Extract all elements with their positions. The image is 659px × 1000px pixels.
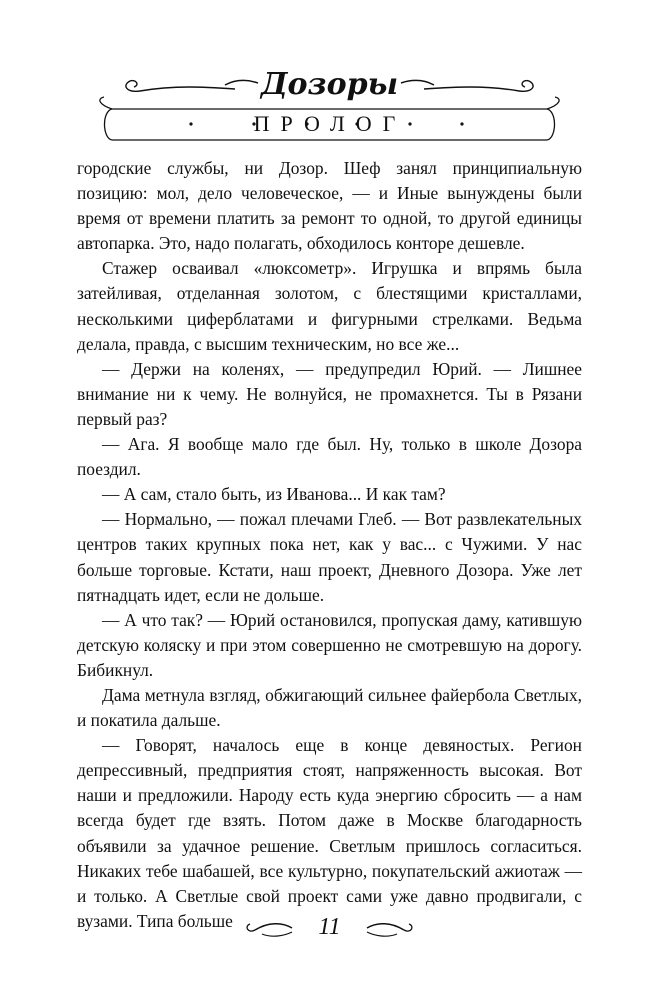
- paragraph: Дама метнула взгляд, обжигающий сильнее файербола Светлых, и покатила дальше.: [77, 684, 582, 731]
- paragraph: — Говорят, началось еще в конце девяностых. Регион депрессивный, предприятия стоят, напряженность высокая. Вот наши и предложили. Народу есть куда энергию сбросить — а нам всегда будет где взять. Потом даже в Москве благодарность объявили за удачное решение. Светлым пришлось согласиться. Никаких тебе шабашей, все культурно, покупательский ажиотаж — и только. А Светлые свой проект сами уже давно продвигали, с вузами. Типа больше: [77, 735, 582, 931]
- page-header: [0, 55, 659, 145]
- page-number: 11: [318, 914, 341, 940]
- paragraph: — Нормально, — пожал плечами Глеб. — Вот развлекательных центров таких крупных пока нет, как у вас... с Чужими. У нас больше торговые. Кстати, наш проект, Дневного Дозора. Уже лет пятнадцать идет, если не дольше.: [77, 509, 582, 605]
- body-text: [77, 156, 582, 934]
- paragraph: — А что так? — Юрий остановился, пропуская даму, катившую детскую коляску и при этом совершенно не смотревшую на дорогу. Бибикнул.: [77, 609, 582, 680]
- paragraph: — А сам, стало быть, из Иванова... И как там?: [102, 484, 446, 505]
- chapter-title: ПРОЛОГ: [253, 111, 407, 136]
- page-footer: [0, 896, 659, 956]
- paragraph: — Ага. Я вообще мало где был. Ну, только в школе Дозора поездил.: [77, 434, 582, 480]
- series-logo: Дозоры: [260, 67, 399, 102]
- paragraph: — Держи на коленях, — предупредил Юрий. — Лишнее внимание ни к чему. Не волнуйся, не промахнется. Ты в Рязани первый раз?: [77, 358, 582, 429]
- paragraph: Стажер осваивал «люксометр». Игрушка и впрямь была затейливая, отделанная золотом, с блестящими кристаллами, несколькими циферблатами и фигурными стрелками. Ведьма делала, правда, с высшим техническим, но все же...: [77, 258, 582, 354]
- paragraph: городские службы, ни Дозор. Шеф занял принципиальную позицию: мол, дело человеческое, — и Иные вынуждены были время от времени платить за ремонт то одной, то другой единицы автопарка. Это, надо полагать, обходилось конторе дешевле.: [77, 158, 582, 254]
